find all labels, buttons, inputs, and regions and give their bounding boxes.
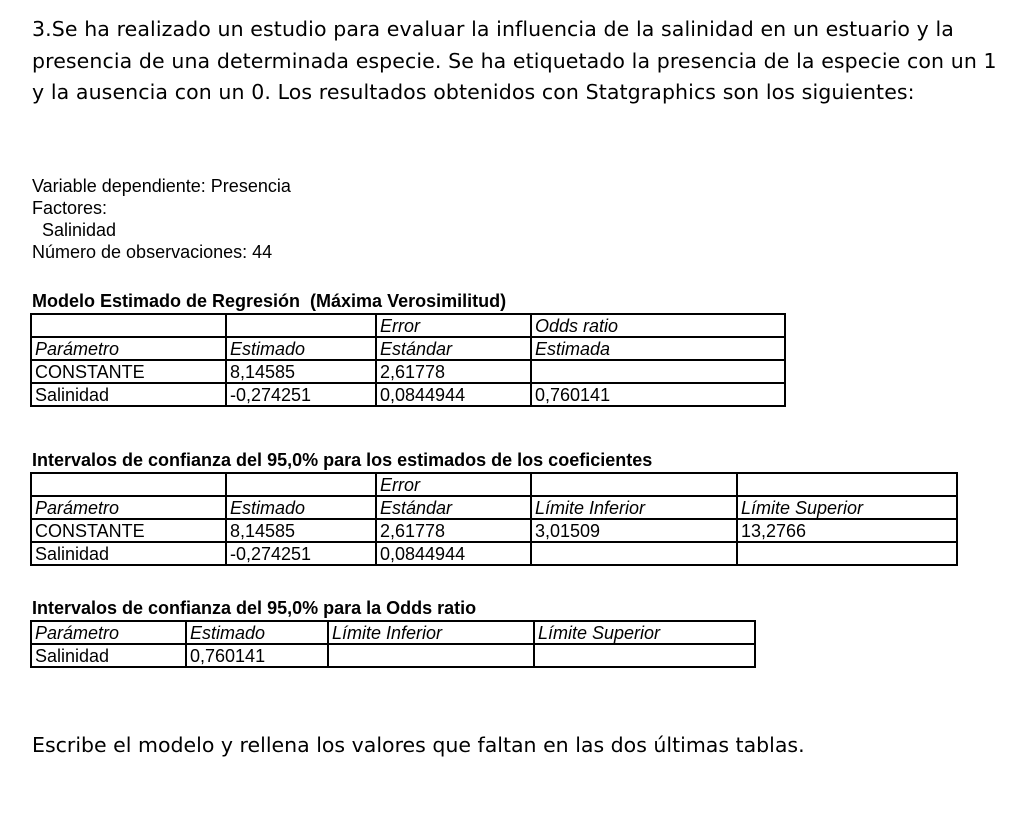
- header-cell: [226, 314, 376, 337]
- header-cell: Estimada: [531, 337, 785, 360]
- header-cell: Parámetro: [31, 496, 226, 519]
- table-header-row: [31, 496, 957, 519]
- table-cell: CONSTANTE: [31, 360, 226, 383]
- table-cell: Salinidad: [31, 644, 186, 667]
- table-cell: 0,0844944: [376, 383, 531, 406]
- table-cell: 0,760141: [186, 644, 328, 667]
- header-cell: [737, 473, 957, 496]
- table-cell: [531, 360, 785, 383]
- coefficient-ci-table: [30, 472, 958, 566]
- header-cell: Error: [376, 314, 531, 337]
- header-cell: Límite Inferior: [328, 621, 534, 644]
- table-header-row: [31, 621, 755, 644]
- table-cell: 13,2766: [737, 519, 957, 542]
- table-header-row: [31, 473, 957, 496]
- coefficient-ci-table-title: Intervalos de confianza del 95,0% para los estimados de los coeficientes: [32, 450, 653, 470]
- table-row: [31, 383, 785, 406]
- table-cell: 8,14585: [226, 360, 376, 383]
- table-header-row: [31, 337, 785, 360]
- question-intro: 3.Se ha realizado un estudio para evaluar la influencia de la salinidad en un estuario y la presencia de una determinada especie. Se ha etiquetado la presencia de la especie con un 1 y la ausencia con un 0. Los resultados obtenidos con Statgraphics son los siguientes:: [32, 17, 997, 104]
- header-cell: Odds ratio: [531, 314, 785, 337]
- table-cell: [534, 644, 755, 667]
- table-row: [31, 644, 755, 667]
- table-cell: [531, 542, 737, 565]
- table-cell: 3,01509: [531, 519, 737, 542]
- table-cell: [737, 542, 957, 565]
- table-row: [31, 542, 957, 565]
- table-cell: Salinidad: [31, 383, 226, 406]
- header-cell: Error: [376, 473, 531, 496]
- dependent-variable: Variable dependiente: Presencia: [32, 176, 291, 196]
- header-cell: Estándar: [376, 337, 531, 360]
- header-cell: Límite Superior: [737, 496, 957, 519]
- header-cell: Estándar: [376, 496, 531, 519]
- table-cell: 0,0844944: [376, 542, 531, 565]
- regression-table-title: Modelo Estimado de Regresión (Máxima Verosimilitud): [32, 291, 507, 311]
- table-cell: CONSTANTE: [31, 519, 226, 542]
- odds-ratio-ci-table: [30, 620, 756, 668]
- table-row: [31, 519, 957, 542]
- table-cell: Salinidad: [31, 542, 226, 565]
- header-cell: Límite Superior: [534, 621, 755, 644]
- observation-count: Número de observaciones: 44: [32, 242, 273, 262]
- header-cell: Estimado: [226, 496, 376, 519]
- header-cell: Estimado: [226, 337, 376, 360]
- table-cell: -0,274251: [226, 383, 376, 406]
- header-cell: Parámetro: [31, 621, 186, 644]
- header-cell: [31, 473, 226, 496]
- header-cell: [226, 473, 376, 496]
- table-cell: 0,760141: [531, 383, 785, 406]
- model-metadata: [32, 175, 291, 263]
- header-cell: [31, 314, 226, 337]
- table-cell: 2,61778: [376, 360, 531, 383]
- table-cell: 8,14585: [226, 519, 376, 542]
- regression-table: [30, 313, 786, 407]
- table-cell: 2,61778: [376, 519, 531, 542]
- question-instruction: Escribe el modelo y rellena los valores que faltan en las dos últimas tablas.: [32, 733, 805, 757]
- header-cell: Límite Inferior: [531, 496, 737, 519]
- header-cell: [531, 473, 737, 496]
- factor-name: Salinidad: [32, 220, 117, 240]
- factors-label: Factores:: [32, 198, 108, 218]
- header-cell: Parámetro: [31, 337, 226, 360]
- table-cell: -0,274251: [226, 542, 376, 565]
- header-cell: Estimado: [186, 621, 328, 644]
- table-row: [31, 360, 785, 383]
- table-header-row: [31, 314, 785, 337]
- odds-ratio-ci-table-title: Intervalos de confianza del 95,0% para la Odds ratio: [32, 598, 477, 618]
- table-cell: [328, 644, 534, 667]
